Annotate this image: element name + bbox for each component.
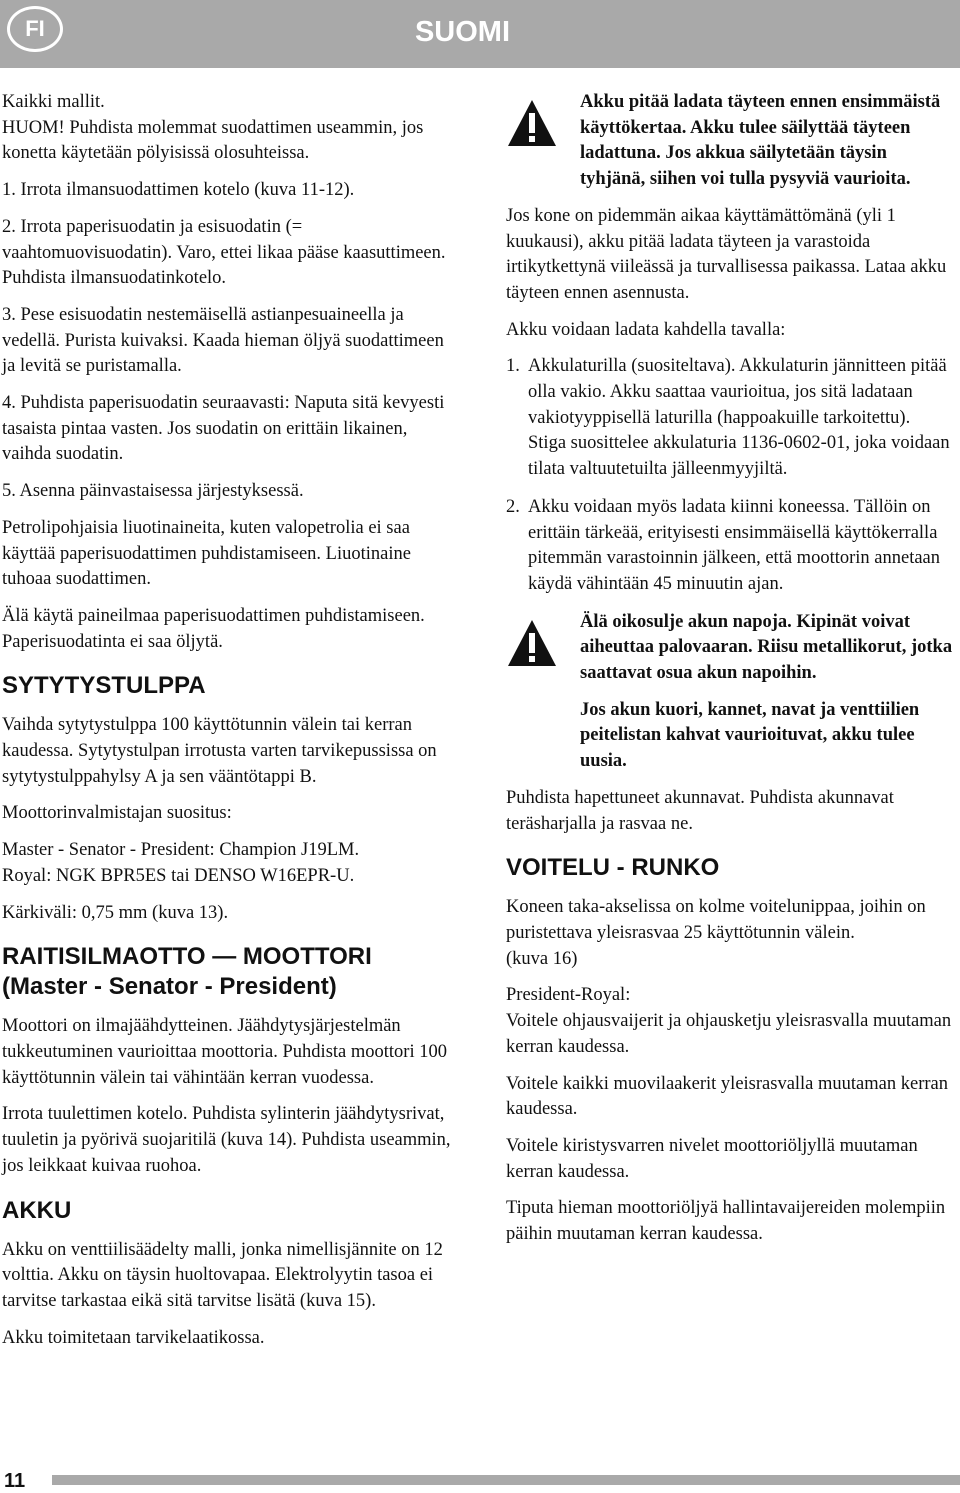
page-number: 11 (4, 1470, 26, 1492)
step-3: 3. Pese esisuodatin nestemäisellä astianpesuaineella ja vedellä. Purista kuivaksi. Kaada hieman öljyä suodattimeen ja levitä se puristamalla. (2, 304, 444, 377)
left-column (2, 90, 452, 1362)
paragraph: Vaihda sytytystulppa 100 käyttötunnin välein tai kerran kaudessa. Sytytystulpan irrotusta varten tarvikepussissa on sytytystulppahylsy A ja sen vääntötappi B. (2, 715, 437, 787)
list-text: Akkulaturilla (suositeltava). Akkulaturin jännitteen pitää olla vakio. Akku saattaa vaurioitua, jos sitä ladataan vakiotyyppisellä laturilla (happoakuille tarkoitettu). (528, 356, 947, 428)
paragraph: Tiputa hieman moottoriöljyä hallintavaijereiden molempiin päihin muutaman kerran kaudessa. (506, 1198, 946, 1245)
paragraph: Voitele kaikki muovilaakerit yleisrasvalla muutaman kerran kaudessa. (506, 1073, 948, 1120)
note-paragraph: HUOM! Puhdista molemmat suodattimen useammin, jos konetta käytetään pölyisissä olosuhteissa. (2, 117, 424, 164)
paragraph-line: Voitele ohjausvaijerit ja ohjausketju yleisrasvalla muutaman kerran kaudessa. (506, 1011, 952, 1057)
paragraph: Kärkiväli: 0,75 mm (kuva 13). (2, 902, 229, 923)
figure-reference: (kuva 16) (506, 948, 578, 969)
paragraph-line: Koneen taka-akselissa on kolme voitelunippaa, joihin on puristettava yleisrasvaa 25 käyttötunnin välein. (506, 897, 926, 943)
paragraph (506, 895, 954, 972)
list-number: 2. (506, 496, 520, 517)
warning-block (506, 90, 954, 193)
paragraph: Petrolipohjaisia liuotinaineita, kuten valopetrolia ei saa käyttää paperisuodattimen puhdistamiseen. Liuotinaine tuhoaa suodattimen. (2, 517, 411, 590)
paragraph: Akku voidaan ladata kahdella tavalla: (506, 319, 786, 340)
header-bar (0, 0, 960, 68)
paragraph: Akku toimitetaan tarvikelaatikossa. (2, 1327, 265, 1348)
step-2: 2. Irrota paperisuodatin ja esisuodatin (= vaahtomuovisuodatin). Varo, ettei likaa pääse kaasuttimeen. Puhdista ilmansuodatinkotelo. (2, 216, 446, 289)
list-text: Stiga suosittelee akkulaturia 1136-0602-01, joka voidaan tilata valtuutetuilta jälleenmyyjiltä. (528, 433, 950, 480)
warning-triangle-icon (506, 98, 558, 148)
paragraph (506, 983, 954, 1060)
model-label: President-Royal: (506, 985, 631, 1006)
section-heading-spark-plug: SYTYTYSTULPPA (2, 672, 206, 700)
right-column (506, 90, 954, 1259)
spec-line: Royal: NGK BPR5ES tai DENSO W16EPR-U. (2, 865, 355, 886)
language-title: SUOMI (414, 16, 510, 48)
list-item (506, 495, 954, 598)
paragraph (2, 838, 452, 889)
paragraph: Akku on venttiilisäädelty malli, jonka nimellisjännite on 12 volttia. Akku on täysin huoltovapaa. Elektrolyytin tasoa ei tarvitse tarkastaa eikä sitä tarvitse lisätä (kuva 15). (2, 1239, 443, 1311)
paragraph: Älä käytä paineilmaa paperisuodattimen puhdistamiseen. Paperisuodatinta ei saa öljytä. (2, 605, 425, 652)
warning-text: Akku pitää ladata täyteen ennen ensimmäistä käyttökertaa. Akku tulee säilyttää täyteen ladattuna. Jos akkua säilytetään täysin tyhjänä, siihen voi tulla pysyviä vaurioita. (580, 92, 941, 190)
paragraph: Moottori on ilmajäähdytteinen. Jäähdytysjärjestelmän tukkeutuminen vaurioittaa moottoria. Puhdista moottori 100 käyttötunnin välein tai vähintään kerran vuodessa. (2, 1016, 447, 1088)
paragraph: Jos kone on pidemmän aikaa käyttämättömänä (yli 1 kuukausi), akku pitää ladata täyteen ja varastoida irtikytkettynä viileässä ja turvallisessa paikassa. Lataa akku täyteen ennen asennusta. (506, 205, 947, 303)
paragraph: Voitele kiristysvarren nivelet moottoriöljyllä muutaman kerran kaudessa. (506, 1135, 918, 1182)
list-item (506, 354, 954, 483)
warning-text: Älä oikosulje akun napoja. Kipinät voivat aiheuttaa palovaaran. Riisu metallikorut, jotka saattavat osua akun napoihin. (580, 611, 953, 684)
list-number: 1. (506, 356, 520, 377)
section-heading-lubrication: VOITELU - RUNKO (506, 854, 720, 882)
step-5: 5. Asenna päinvastaisessa järjestyksessä. (2, 481, 304, 502)
paragraph: Moottorinvalmistajan suositus: (2, 803, 232, 824)
footer-bar (52, 1475, 960, 1485)
section-heading-battery: AKKU (2, 1196, 72, 1224)
spec-line: Master - Senator - President: Champion J19LM. (2, 840, 360, 861)
paragraph: Kaikki mallit. (2, 92, 105, 112)
section-heading-air-intake: RAITISILMAOTTO — MOOTTORI (Master - Senator - President) (2, 943, 372, 1001)
warning-text: Jos akun kuori, kannet, navat ja venttiilien peitelistan kahvat vaurioituvat, akku tulee uusia. (580, 699, 920, 772)
paragraph: Irrota tuulettimen kotelo. Puhdista sylinterin jäähdytysrivat, tuuletin ja pyörivä suojaritilä (kuva 14). Puhdista useammin, jos leikkaat kuivaa ruohoa. (2, 1104, 451, 1176)
warning-triangle-icon (506, 618, 558, 668)
language-badge: FI (7, 6, 63, 52)
warning-block (506, 610, 954, 775)
list-text: Akku voidaan myös ladata kiinni koneessa. Tällöin on erittäin tärkeää, erityisesti ensimmäisellä käyttökerralla pitemmän varastoinnin jälkeen, että moottorin annetaan käydä vähintään 45 minuutin ajan. (528, 496, 941, 594)
paragraph: Puhdista hapettuneet akunnavat. Puhdista akunnavat teräsharjalla ja rasvaa ne. (506, 787, 894, 834)
step-4: 4. Puhdista paperisuodatin seuraavasti: Naputa sitä kevyesti tasaista pintaa vasten. Jos suodatin on erittäin likainen, vaihda suodatin. (2, 393, 445, 465)
step-1: 1. Irrota ilmansuodattimen kotelo (kuva 11-12). (2, 180, 355, 201)
